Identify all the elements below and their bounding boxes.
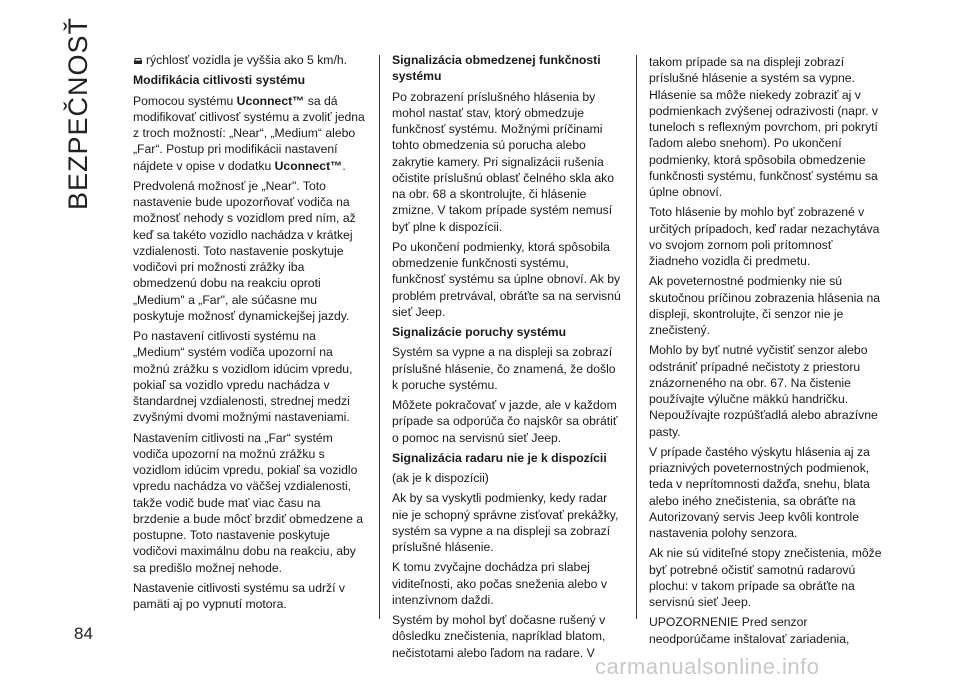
paragraph: V prípade častého výskytu hlásenia aj za priaznivých poveternostných podmienok, teda v neprítomnosti dažďa, snehu, blata alebo iného znečistenia, sa obráťte na Autorizovaný servis Jeep kvôli kontrole nastavenia polohy senzora.	[649, 444, 870, 540]
paragraph: Po ukončení podmienky, ktorá spôsobila obmedzenie funkčnosti systému, funkčnosť systému sa úplne obnoví. Ak by problém pretrvával, obráťte sa na servisnú sieť Jeep.	[392, 239, 621, 319]
paragraph: Môžete pokračovať v jazde, ale v každom prípade sa odporúča čo najskôr sa obrátiť o pomoc na servisnú sieť Jeep.	[392, 398, 618, 445]
paragraph: rýchlosť vozidla je vyššia ako 5 km/h.	[133, 52, 365, 68]
paragraph: Ak by sa vyskytli podmienky, kedy radar nie je schopný správne zisťovať prekážky, systém sa vypne a na displeji sa zobrazí príslušné hlásenie.	[392, 491, 619, 554]
section-heading: Signalizácie poruchy systému	[392, 325, 567, 339]
text-column-3	[649, 54, 882, 651]
paragraph: K tomu zvyčajne dochádza pri slabej viditeľnosti, ako počas sneženia alebo v intenzívnom daždi.	[392, 560, 607, 607]
paragraph: Predvolená možnosť je „Near". Toto nastavenie bude upozorňovať vodiča na možnosť nehody s vozidlom pred ním, až keď sa takéto vozidlo nachádza v krátkej vzdialenosti. Toto nastavenie poskytuje vodičovi pri možnosti zrážky iba obmedzenú dobu na reakciu oproti „Medium" a „Far", ale súčasne mu poskytuje možnosť dynamickejšej jazdy.	[133, 178, 356, 323]
column-divider	[379, 55, 380, 619]
section-title	[63, 16, 103, 210]
paragraph: Toto hlásenie by mohlo byť zobrazené v určitých prípadoch, keď radar nezachytáva vo svojom zornom poli prítomnosť žiadneho vozidla či predmetu.	[649, 205, 880, 268]
section-heading: Signalizácia radaru nie je k dispozícii	[392, 450, 607, 465]
paragraph: Systém by mohol byť dočasne rušený v dôsledku znečistenia, napríklad blatom, nečistotami alebo ľadom na radare. V	[392, 613, 606, 660]
paragraph: Po nastavení citlivosti systému na „Medium“ systém vodiča upozorní na možnú zrážku s vozidlom idúcim vpredu, pokiaľ sa vozidlo vpredu nachádza v štandardnej vzdialenosti, strednej medzi zvyšnými dvomi možnými nastaveniami.	[133, 329, 353, 425]
column-divider	[636, 55, 637, 619]
section-heading: Signalizácia obmedzenej funkčnosti systému	[392, 53, 601, 84]
paragraph: takom prípade sa na displeji zobrazí príslušné hlásenie a systém sa vypne. Hlásenie sa môže niekedy zobraziť aj v podmienkach zvýšenej odrazivosti (napr. v tuneloch s reflexným povrchom, pri pokrytí ľadom alebo snehom). Po ukončení podmienky, ktorá spôsobila obmedzenie funkčnosti systému, funkčnosť systému sa úplne obnoví.	[649, 55, 878, 199]
section-title-text: BEZPEČNOSŤ	[63, 16, 93, 210]
text-column-2	[392, 52, 625, 665]
paragraph: UPOZORNENIE Pred senzor neodporúčame inštalovať zariadenia,	[649, 615, 850, 646]
page-number: 84	[74, 624, 93, 643]
paragraph: Mohlo by byť nutné vyčistiť senzor alebo odstrániť prípadné nečistoty z priestoru znázorneného na obr. 67. Na čistenie používajte výlučne mäkkú handričku. Nepoužívajte rozpúšťadlá alebo abrazívne pasty.	[649, 343, 878, 439]
paragraph: Ak poveternostné podmienky nie sú skutočnou príčinou zobrazenia hlásenia na displeji, skontrolujte, či senzor nie je znečistený.	[649, 274, 881, 337]
watermark[interactable]: carmanualsonline.info	[595, 654, 820, 679]
paragraph: Ak nie sú viditeľné stopy znečistenia, môže byť potrebné očistiť samotnú radarovú plochu: v takom prípade sa obráťte na servisnú sieť Jeep.	[649, 546, 882, 609]
section-heading: Modifikácia citlivosti systému	[133, 73, 306, 88]
paragraph: (ak je k dispozícii)	[392, 471, 489, 485]
paragraph: Pomocou systému Uconnect™ sa dá modifikovať citlivosť systému a zvoliť jedna z troch možností: „Near“, „Medium“ alebo „Far“. Postup pri modifikácii nastavení nájdete v opise v dodatku Uconnect™.	[133, 93, 365, 173]
paragraph: Systém sa vypne a na displeji sa zobrazí príslušné hlásenie, čo znamená, že došlo k poruche systému.	[392, 345, 616, 392]
car-icon	[133, 53, 143, 62]
paragraph: Nastavením citlivosti na „Far“ systém vodiča upozorní na možnú zrážku s vozidlom idúcim vpredu, pokiaľ sa vozidlo vpredu nachádza vo väčšej vzdialenosti, takže vodič bude mať viac času na brzdenie a bude môcť brzdiť obmedzene a postupne. Toto nastavenie poskytuje vodičovi maximálnu dobu na reakciu, aby sa predišlo možnej nehode.	[133, 430, 364, 575]
paragraph: Po zobrazení príslušného hlásenia by mohol nastať stav, ktorý obmedzuje funkčnosť systému. Možnými príčinami tohto obmedzenia sú porucha alebo zakrytie kamery. Pri signalizácii rušenia očistite príslušnú oblasť čelného skla ako na obr. 68 a skontrolujte, či hlásenie zmizne. V takom prípade systém nemusí byť plne k dispozícii.	[392, 89, 615, 234]
text-column-1	[133, 52, 365, 616]
paragraph: Nastavenie citlivosti systému sa udrží v pamäti aj po vypnutí motora.	[133, 580, 346, 611]
